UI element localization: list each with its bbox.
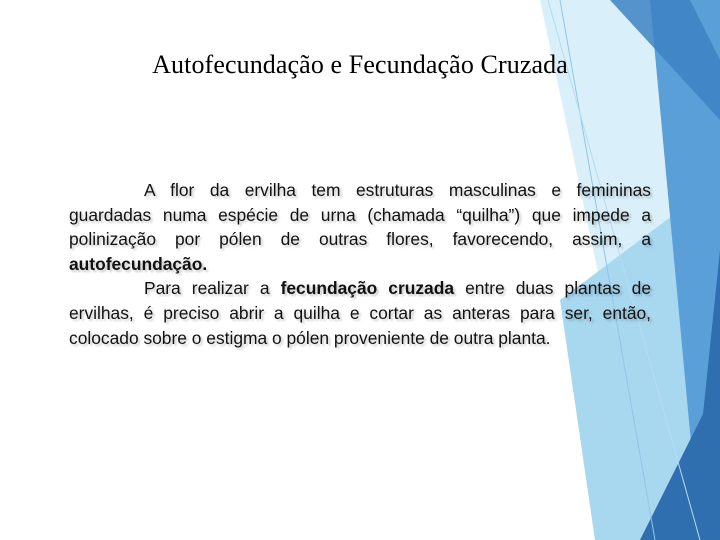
paragraph-2-bold: fecundação cruzada [280, 278, 455, 299]
paragraph-1-bold: autofecundação. [69, 253, 208, 274]
paragraph-2-text-b: entre duas plantas de ervilhas, é preciso abrir a quilha e cortar as anteras para ser, então, colocado sobre o estigma o pólen proveniente de outra planta. [69, 278, 651, 348]
paragraph-1-text: A flor da ervilha tem estruturas masculinas e femininas guardadas numa espécie de urna (chamada “quilha”) que impede a polinização por pólen de outras flores, favorecendo, assim, a [69, 180, 651, 250]
slide-title: Autofecundação e Fecundação Cruzada [152, 50, 568, 79]
paragraph-2 [69, 276, 651, 350]
paragraph-2-text-a: Para realizar a [144, 278, 281, 299]
paragraph-1 [69, 178, 651, 276]
slide-body [69, 178, 651, 350]
